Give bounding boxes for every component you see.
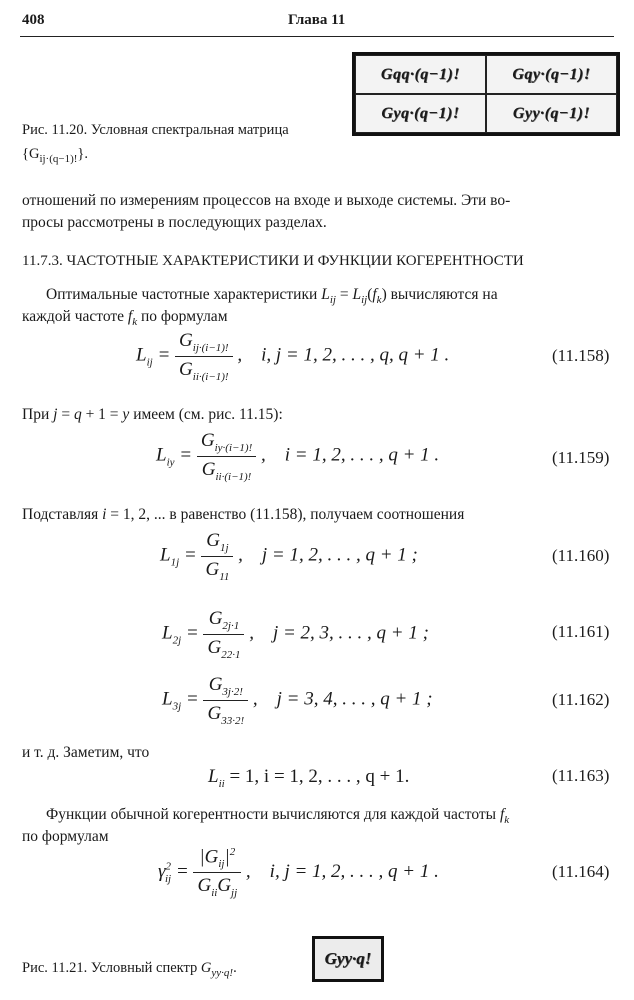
fraction: $\frac{G_{2j\cdot 1}}{G_{22\cdot 1}}$ <box>203 608 244 661</box>
fraction: $\frac{G_{iy\cdot(i-1)!}}{G_{ii\cdot(i-1)!}}$ <box>197 430 256 483</box>
header-rule <box>20 36 614 37</box>
equation-11-164: $\gamma^2_{ij}$ = $\frac{|G_{ij}|^2}{G_{ii}G_{jj}}$ , i, j = 1, 2, . . . , q + 1 . <box>158 846 439 899</box>
equation-number: (11.159) <box>552 448 610 467</box>
paragraph-line: каждой частоте $f_k$ по формулам <box>22 308 228 329</box>
figure-11-20-caption-line1: Рис. 11.20. Условная спектральная матрица <box>22 122 289 138</box>
equation-11-160: $L_{1j}$ = $\frac{G_{1j}}{G_{11}}$ , j = 1, 2, . . . , q + 1 ; <box>160 530 418 583</box>
equation-number: (11.162) <box>552 690 610 709</box>
paragraph-line: просы рассмотрены в последующих разделах. <box>22 214 327 231</box>
section-heading: 11.7.3. ЧАСТОТНЫЕ ХАРАКТЕРИСТИКИ И ФУНКЦИИ КОГЕРЕНТНОСТИ <box>22 253 524 269</box>
paragraph-line: Подставляя i = 1, 2, ... в равенство (11.158), получаем соотношения <box>22 506 465 523</box>
equation-number: (11.163) <box>552 766 610 785</box>
matrix-cell-qq: Gqq·(q−1)! <box>355 55 486 94</box>
paragraph-line: Оптимальные частотные характеристики $L_{ij} = L_{ij}(f_k)$ вычисляются на <box>46 286 498 307</box>
equation-11-163: $L_{ii} = 1$, i = 1, 2, . . . , q + 1. <box>208 766 410 790</box>
equation-11-162: $L_{3j}$ = $\frac{G_{3j\cdot 2!}}{G_{33\cdot 2!}}$ , j = 3, 4, . . . , q + 1 ; <box>162 674 433 727</box>
paragraph-line: по формулам <box>22 828 109 845</box>
fraction: $\frac{G_{ij\cdot(i-1)!}}{G_{ii\cdot(i-1)!}}$ <box>175 330 233 383</box>
matrix-cell-qy: Gqy·(q−1)! <box>486 55 617 94</box>
fraction: $\frac{|G_{ij}|^2}{G_{ii}G_{jj}}$ <box>193 846 241 899</box>
paragraph-line: и т. д. Заметим, что <box>22 744 150 761</box>
equation-number: (11.158) <box>552 346 610 365</box>
chapter-title: Глава 11 <box>288 12 346 28</box>
paragraph-line: отношений по измерениям процессов на входе и выходе системы. Эти во- <box>22 192 511 209</box>
paragraph-line: Функции обычной когерентности вычисляются для каждой частоты $f_k$ <box>46 806 510 827</box>
figure-11-21-caption: Рис. 11.21. Условный спектр $G_{yy\cdot q!}$. <box>22 960 237 979</box>
matrix-cell-yy: Gyy·(q−1)! <box>486 94 617 133</box>
equation-11-158: $L_{ij}$ = $\frac{G_{ij\cdot(i-1)!}}{G_{ii\cdot(i-1)!}}$ , i, j = 1, 2, . . . , q, q + 1 . <box>136 330 450 383</box>
fraction: $\frac{G_{1j}}{G_{11}}$ <box>201 530 233 583</box>
conditional-spectrum-box: Gyy·q! <box>312 936 384 982</box>
figure-11-20-caption-line2: $\{G_{ij\cdot(q-1)!}\}$. <box>22 146 88 165</box>
equation-11-159: $L_{iy}$ = $\frac{G_{iy\cdot(i-1)!}}{G_{ii\cdot(i-1)!}}$ , i = 1, 2, . . . , q + 1 . <box>156 430 440 483</box>
paragraph-line: При j = q + 1 = y имеем (см. рис. 11.15): <box>22 406 283 423</box>
equation-number: (11.161) <box>552 622 610 641</box>
page-number: 408 <box>22 12 45 28</box>
matrix-cell-yq: Gyq·(q−1)! <box>355 94 486 133</box>
fraction: $\frac{G_{3j\cdot 2!}}{G_{33\cdot 2!}}$ <box>203 674 248 727</box>
conditional-spectral-matrix <box>352 52 620 136</box>
equation-11-161: $L_{2j}$ = $\frac{G_{2j\cdot 1}}{G_{22\cdot 1}}$ , j = 2, 3, . . . , q + 1 ; <box>162 608 429 661</box>
equation-number: (11.160) <box>552 546 610 565</box>
equation-number: (11.164) <box>552 862 610 881</box>
